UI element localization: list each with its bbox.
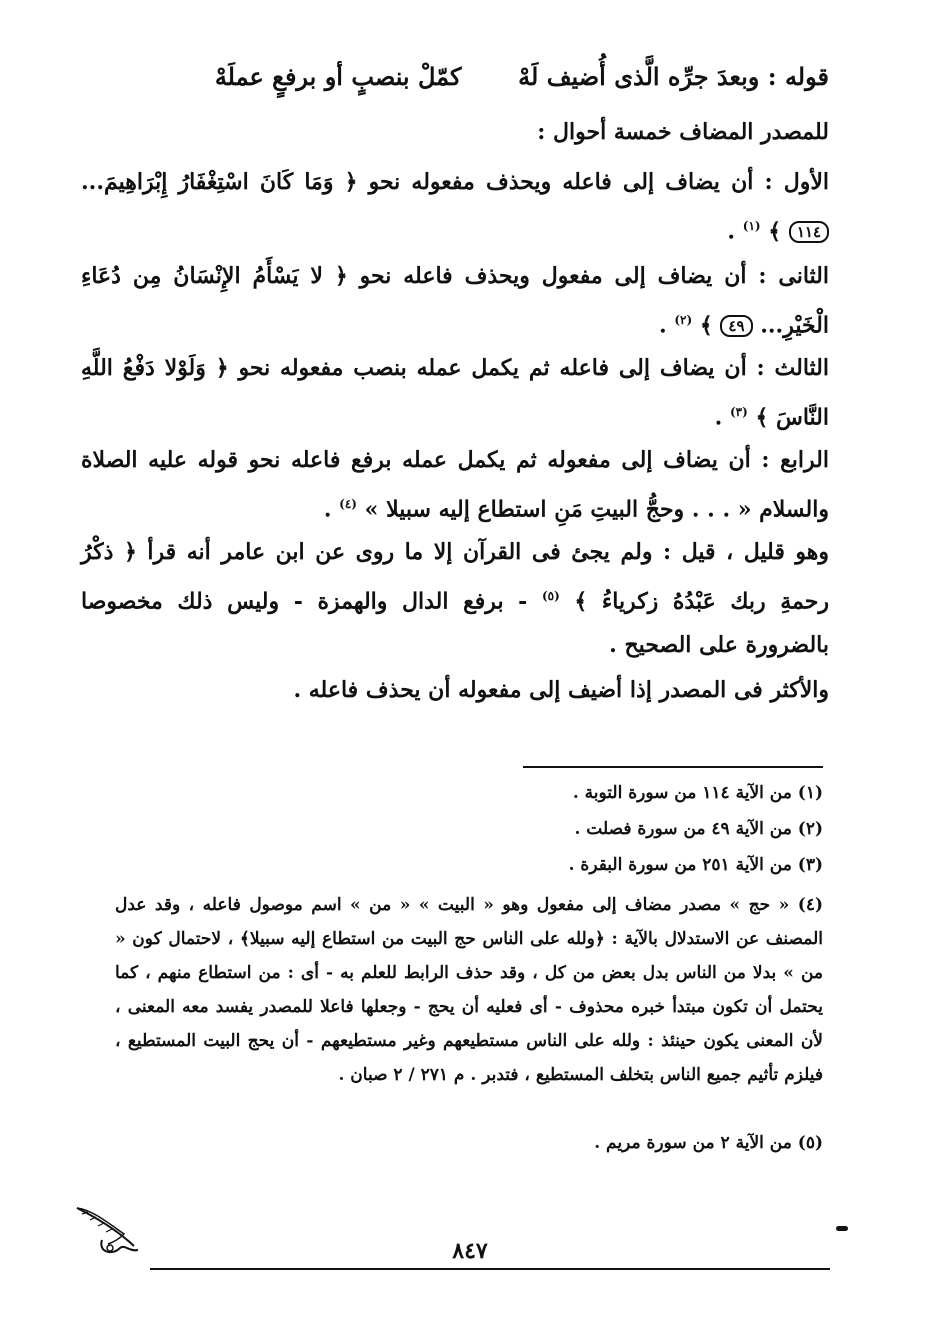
footnote-ref-5: (٥) — [541, 589, 560, 603]
footnote-1: (١) من الآية ١١٤ من سورة التوبة . — [572, 783, 823, 803]
footnote-5: (٥) من الآية ٢ من سورة مريم . — [594, 1133, 823, 1153]
footnote-2: (٢) من الآية ٤٩ من سورة فصلت . — [574, 819, 823, 839]
conclusion-line: والأكثر فى المصدر إذا أضيف إلى مفعوله أن يحذف فاعله . — [293, 677, 829, 703]
case-first: الأول : أن يضاف إلى فاعله ويحذف مفعوله نحو ﴿ وَمَا كَانَ اسْتِغْفَارُ إِبْرَاهِيمَ... ١١٤ ﴾ $^{(١)}$ . — [81, 169, 829, 245]
footnote-3: (٣) من الآية ٢٥١ من سورة البقرة . — [568, 855, 823, 875]
footnote-ref-1: (١) — [742, 219, 761, 233]
footnote-4: (٤) « حج » مصدر مضاف إلى مفعول وهو « البيت » « من » اسم موصول فاعله ، وقد عدل المصنف عن الاستدلال بالآية : ﴿ولله على الناس حج البيت من استطاع إليه سبيلا﴾ ، لاحتمال كون « من » بدلا من الناس بدل بعض من كل ، وقد حذف الرابط للعلم به - أى : من استطاع منهم ، كما يحتمل أن تكون مبتدأ خبره محذوف - أى فعليه أن يحج - وجعلها فاعلا للمصدر يفسد معه المعنى ، لأن المعنى يكون حينئذ : ولله على الناس مستطيعهم وغير مستطيعهم - أن يحج البيت المستطيع ، فيلزم تأثيم جميع الناس بتخلف المستطيع ، فتدبر . م ٢٧١ / ٢ صبان . — [115, 895, 823, 1085]
footnote-ref-4: (٤) — [339, 497, 357, 511]
bottom-rule — [150, 1268, 830, 1270]
case-second: الثانى : أن يضاف إلى مفعول ويحذف فاعله نحو ﴿ لا يَسْأَمُ الإِنْسَانُ مِن دُعَاءِ الْخَيْرِ... ٤٩ ﴾ $^{(٢)}$ . — [81, 263, 829, 339]
case-third: الثالث : أن يضاف إلى فاعله ثم يكمل عمله بنصب مفعوله نحو ﴿ وَلَوْلا دَفْعُ اللَّهِ النَّاسَ ﴾ $^{(٣)}$ . — [81, 355, 829, 431]
ayah-number-marker: ١١٤ — [789, 221, 829, 243]
page-number: ٨٤٧ — [452, 1238, 488, 1264]
verse-second-hemistich: كمّلْ بنصبٍ أو برفعٍ عملَهْ — [214, 62, 462, 91]
case-third-text: الثالث : أن يضاف إلى فاعله ثم يكمل عمله بنصب مفعوله نحو ﴿ وَلَوْلا دَفْعُ اللَّهِ النَّاسَ ﴾ — [81, 355, 829, 431]
rare-usage-paragraph: وهو قليل ، قيل : ولم يجئ فى القرآن إلا ما روى عن ابن عامر أنه قرأ ﴿ ذكْرُ رحمةِ ربك عَبْدُهُ زكرياءُ ﴾ $^{(٥)}$ - برفع الدال والهمزة - وليس ذلك مخصوصا بالضرورة على الصحيح . — [81, 539, 829, 659]
verse-first-hemistich: قوله : وبعدَ جرِّه الَّذى أُضيف لَهْ — [518, 62, 829, 91]
ink-mark — [836, 1226, 848, 1231]
case-second-text: الثانى : أن يضاف إلى مفعول ويحذف فاعله نحو ﴿ لا يَسْأَمُ الإِنْسَانُ مِن دُعَاءِ الْخَيْرِ... — [81, 263, 829, 339]
footnote-ref-2: (٢) — [674, 313, 693, 327]
case-first-text: الأول : أن يضاف إلى فاعله ويحذف مفعوله نحو ﴿ وَمَا كَانَ اسْتِغْفَارُ إِبْرَاهِيمَ... — [81, 169, 829, 195]
intro-line: للمصدر المضاف خمسة أحوال : — [537, 119, 829, 145]
case-fourth: الرابع : أن يضاف إلى مفعوله ثم يكمل عمله برفع فاعله نحو قوله عليه الصلاة والسلام « . . . وحجُّ البيتِ مَنِ استطاع إليه سبيلا » $^{(٤)}$ . — [81, 447, 829, 523]
ayah-number-marker: ٤٩ — [720, 315, 752, 337]
footnote-separator — [523, 766, 823, 768]
quill-pen-icon — [72, 1200, 152, 1260]
verse-heading — [81, 62, 829, 91]
case-fourth-text: الرابع : أن يضاف إلى مفعوله ثم يكمل عمله برفع فاعله نحو قوله عليه الصلاة والسلام « . . . وحجُّ البيتِ مَنِ استطاع إليه سبيلا » — [81, 447, 829, 523]
footnote-ref-3: (٣) — [729, 405, 748, 419]
